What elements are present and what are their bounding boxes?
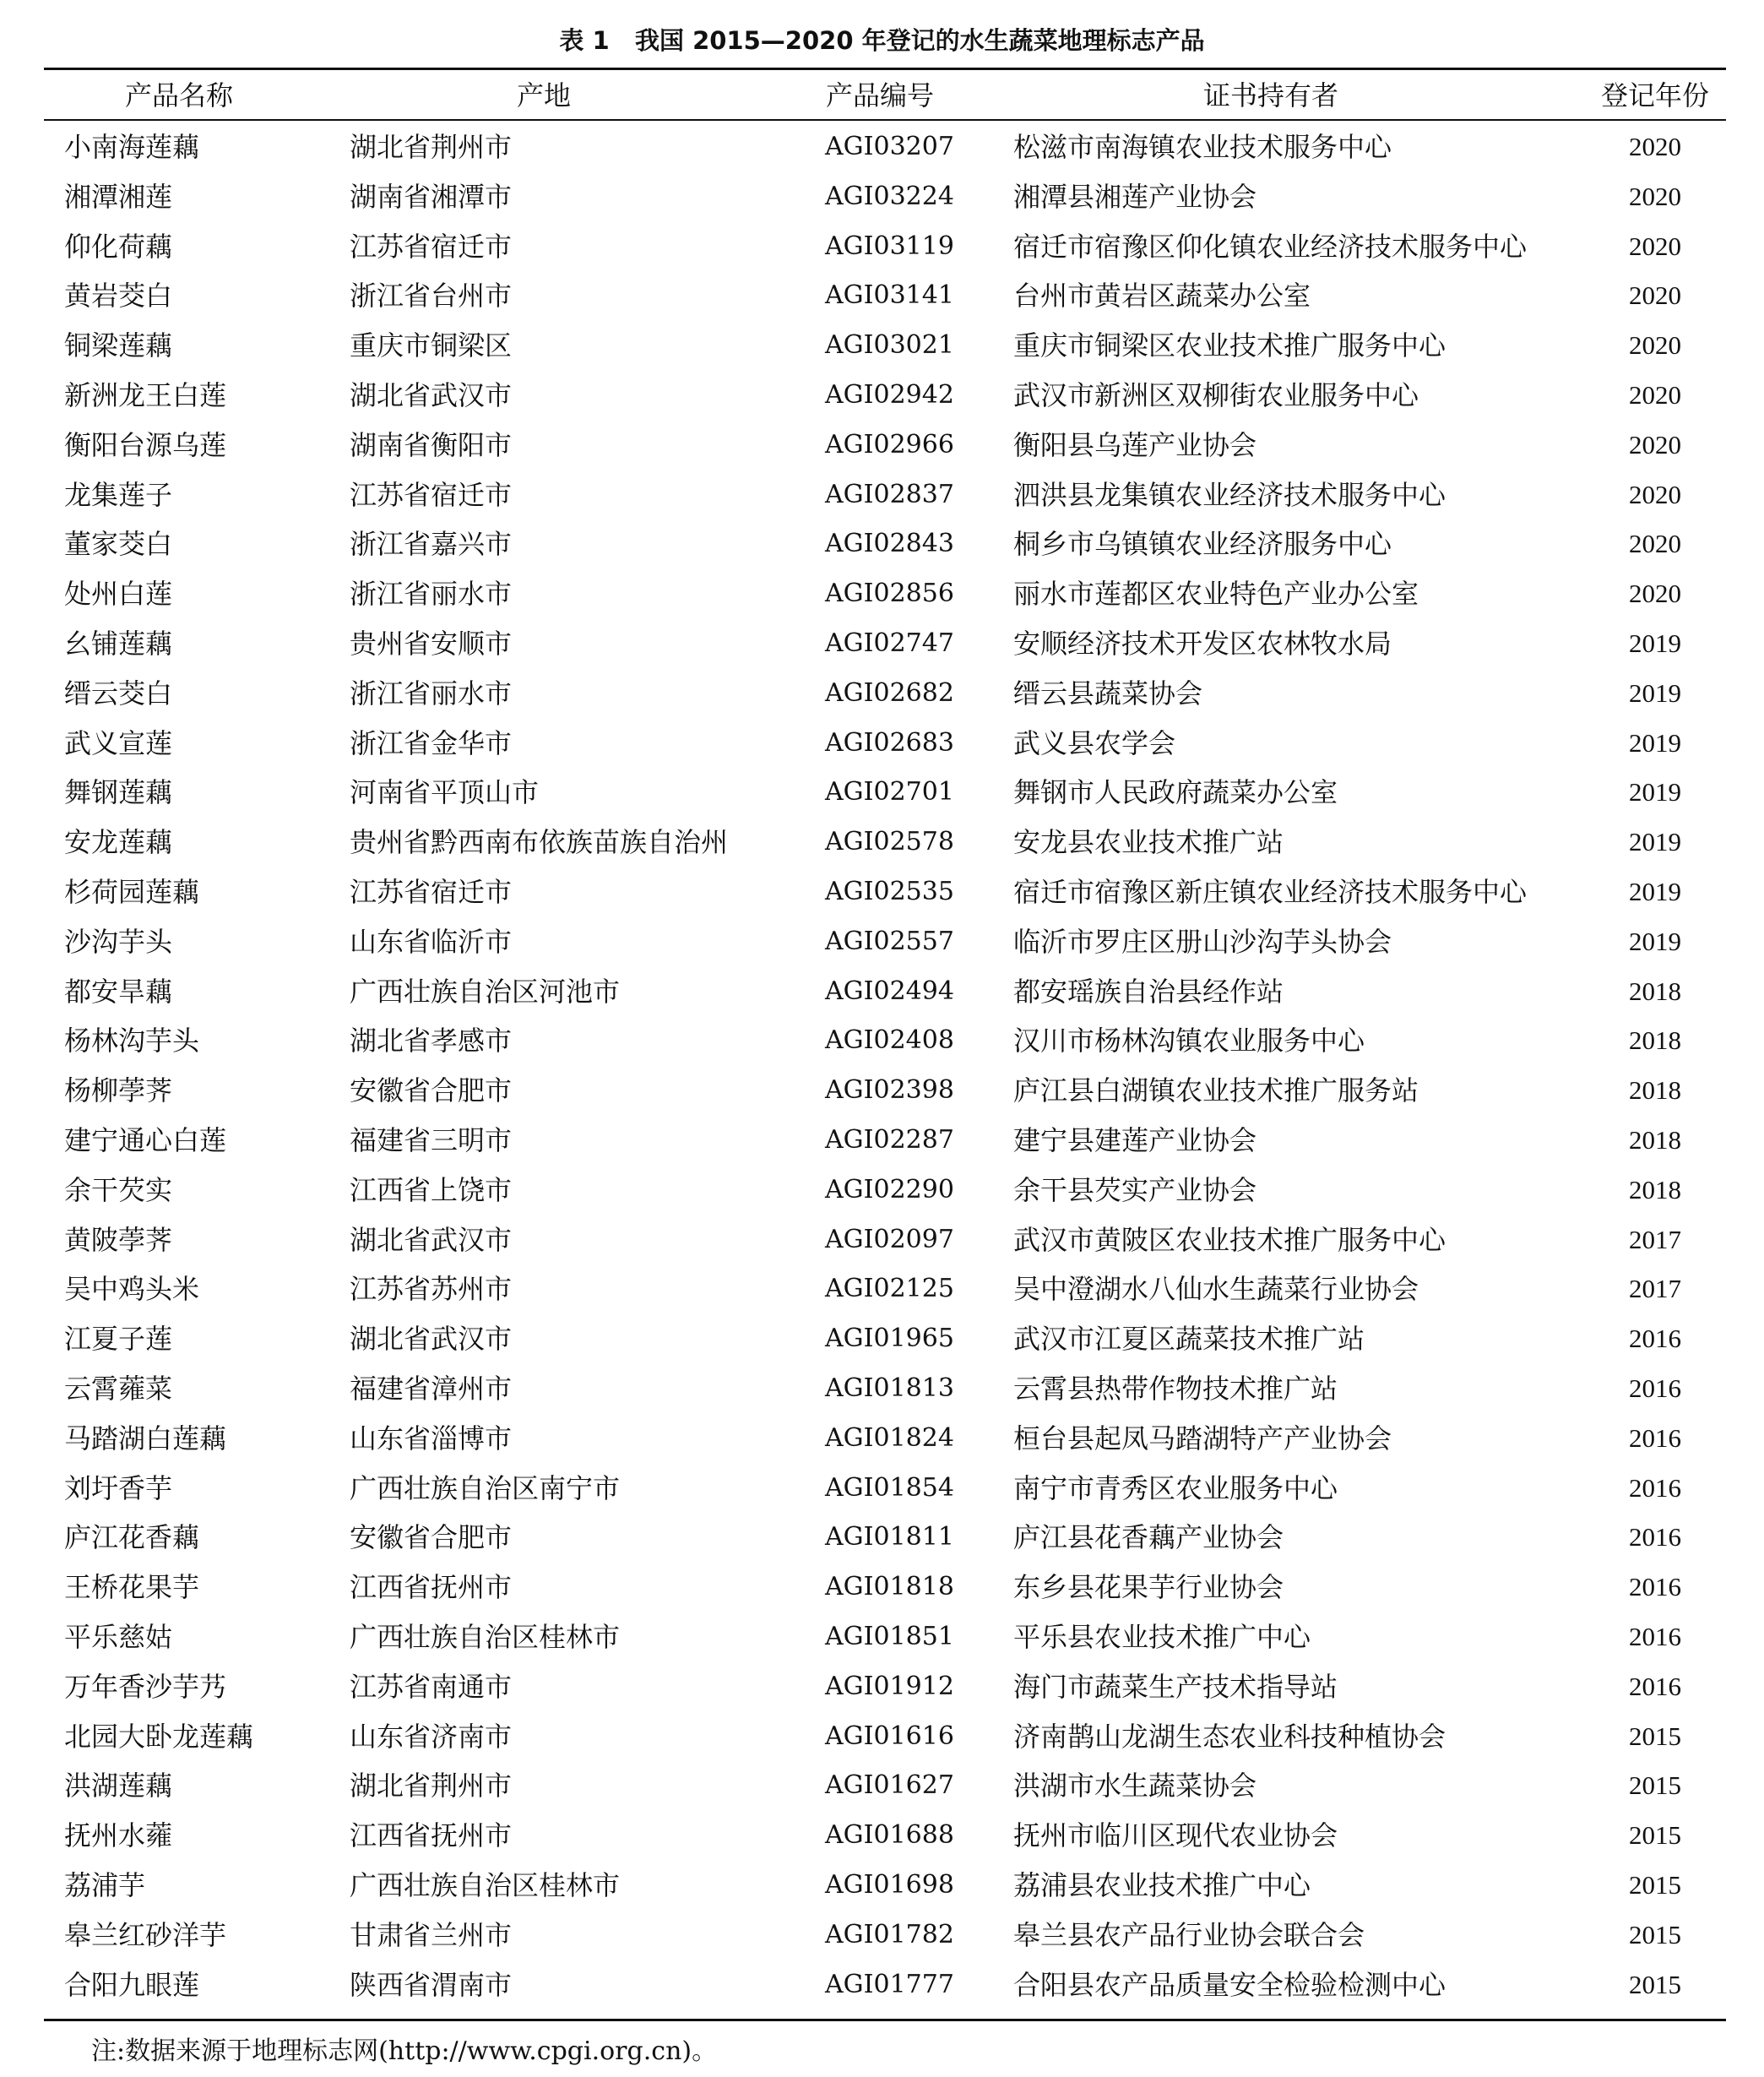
table-row	[0, 122, 1764, 172]
cell-product-code: AGI01854	[825, 1472, 954, 1503]
cell-product-name: 平乐慈姑	[64, 1621, 173, 1653]
cell-origin: 江苏省苏州市	[350, 1273, 513, 1306]
cell-product-name: 刘圩香芋	[64, 1471, 173, 1504]
cell-origin: 湖南省湘潭市	[350, 180, 513, 213]
table-row	[0, 1513, 1764, 1563]
cell-registration-year: 2016	[1629, 1422, 1681, 1453]
cell-registration-year: 2016	[1629, 1522, 1681, 1552]
cell-certificate-holder: 武汉市江夏区蔬菜技术推广站	[1013, 1323, 1365, 1356]
cell-certificate-holder: 余干县芡实产业协会	[1013, 1173, 1257, 1206]
cell-origin: 福建省漳州市	[350, 1373, 513, 1405]
cell-product-code: AGI01813	[825, 1373, 954, 1403]
cell-registration-year: 2018	[1629, 1174, 1681, 1204]
table-row	[0, 470, 1764, 520]
table-row	[0, 222, 1764, 272]
cell-origin: 浙江省台州市	[350, 280, 513, 313]
cell-origin: 湖北省荆州市	[350, 131, 513, 163]
table-row	[0, 818, 1764, 867]
cell-product-name: 沙沟芋头	[64, 925, 173, 958]
cell-registration-year: 2018	[1629, 976, 1681, 1006]
cell-origin: 湖北省武汉市	[350, 379, 513, 411]
table-row	[0, 371, 1764, 421]
cell-product-code: AGI03224	[825, 181, 954, 211]
table-header-row	[0, 71, 1764, 121]
cell-product-name: 仰化荷藕	[64, 230, 173, 263]
table-row	[0, 967, 1764, 1017]
cell-origin: 浙江省嘉兴市	[350, 528, 513, 561]
cell-product-code: AGI02578	[825, 827, 954, 857]
cell-registration-year: 2016	[1629, 1324, 1681, 1354]
cell-product-code: AGI01965	[825, 1324, 954, 1354]
column-header-product-code: 产品编号	[826, 79, 935, 111]
cell-certificate-holder: 松滋市南海镇农业技术服务中心	[1013, 131, 1392, 163]
cell-product-code: AGI03141	[825, 280, 954, 311]
cell-certificate-holder: 南宁市青秀区农业服务中心	[1013, 1471, 1338, 1504]
cell-registration-year: 2020	[1629, 579, 1681, 609]
table-row	[0, 867, 1764, 917]
table-row	[0, 1166, 1764, 1215]
table-row	[0, 569, 1764, 619]
cell-product-name: 杨林沟芋头	[64, 1025, 200, 1058]
cell-product-name: 黄岩茭白	[64, 280, 173, 313]
cell-origin: 广西壮族自治区桂林市	[350, 1869, 621, 1901]
cell-product-code: AGI01912	[825, 1671, 954, 1701]
cell-product-name: 北园大卧龙莲藕	[64, 1720, 254, 1753]
cell-product-name: 黄陂荸荠	[64, 1223, 173, 1256]
cell-product-code: AGI02843	[825, 529, 954, 559]
cell-product-name: 江夏子莲	[64, 1323, 173, 1356]
cell-registration-year: 2017	[1629, 1274, 1681, 1304]
table-row	[0, 1861, 1764, 1911]
table-row	[0, 1563, 1764, 1612]
table-top-rule	[44, 68, 1726, 70]
table-row	[0, 1016, 1764, 1066]
cell-registration-year: 2020	[1629, 330, 1681, 361]
table-bottom-rule	[44, 2019, 1726, 2021]
table-row	[0, 619, 1764, 669]
cell-origin: 广西壮族自治区桂林市	[350, 1621, 621, 1653]
table-row	[0, 719, 1764, 769]
table-row	[0, 1414, 1764, 1464]
cell-product-code: AGI01777	[825, 1969, 954, 1999]
cell-certificate-holder: 安龙县农业技术推广站	[1013, 826, 1284, 859]
table-caption: 表 1 我国 2015—2020 年登记的水生蔬菜地理标志产品	[559, 26, 1205, 55]
table-row	[0, 1960, 1764, 2010]
table-footnote: 注:数据来源于地理标志网(http://www.cpgi.org.cn)。	[91, 2036, 718, 2066]
cell-origin: 陕西省渭南市	[350, 1968, 513, 2001]
table-row	[0, 1066, 1764, 1116]
cell-product-code: AGI02966	[825, 429, 954, 459]
cell-product-name: 董家茭白	[64, 528, 173, 561]
cell-registration-year: 2020	[1629, 380, 1681, 410]
cell-certificate-holder: 宿迁市宿豫区新庄镇农业经济技术服务中心	[1013, 876, 1528, 908]
cell-product-code: AGI01627	[825, 1770, 954, 1801]
cell-product-name: 武义宣莲	[64, 726, 173, 759]
cell-product-code: AGI01811	[825, 1522, 954, 1552]
table-row	[0, 321, 1764, 371]
cell-product-code: AGI02856	[825, 579, 954, 609]
cell-certificate-holder: 台州市黄岩区蔬菜办公室	[1013, 280, 1311, 313]
table-row	[0, 172, 1764, 222]
cell-certificate-holder: 丽水市莲都区农业特色产业办公室	[1013, 578, 1419, 611]
cell-origin: 江西省抚州市	[350, 1571, 513, 1604]
table-row	[0, 1662, 1764, 1712]
cell-registration-year: 2020	[1629, 181, 1681, 211]
cell-certificate-holder: 武汉市黄陂区农业技术推广服务中心	[1013, 1223, 1446, 1256]
cell-product-name: 庐江花香藕	[64, 1521, 200, 1554]
column-header-registration-year: 登记年份	[1600, 79, 1709, 111]
cell-registration-year: 2015	[1629, 1870, 1681, 1900]
cell-product-code: AGI01851	[825, 1622, 954, 1651]
cell-product-code: AGI02942	[825, 380, 954, 410]
cell-certificate-holder: 皋兰县农产品行业协会联合会	[1013, 1918, 1365, 1951]
cell-registration-year: 2015	[1629, 1969, 1681, 1999]
table-row	[0, 768, 1764, 818]
cell-product-code: AGI02398	[825, 1075, 954, 1106]
cell-product-code: AGI02287	[825, 1125, 954, 1155]
column-header-product-name: 产品名称	[125, 79, 234, 111]
cell-product-name: 万年香沙芋艿	[64, 1670, 227, 1703]
cell-product-name: 马踏湖白莲藕	[64, 1422, 227, 1454]
cell-registration-year: 2020	[1629, 479, 1681, 509]
cell-product-name: 衡阳台源乌莲	[64, 428, 227, 461]
cell-product-code: AGI02535	[825, 877, 954, 906]
cell-product-name: 杉荷园莲藕	[64, 876, 200, 908]
cell-product-code: AGI03119	[825, 231, 954, 261]
table-row	[0, 519, 1764, 569]
table-row	[0, 1116, 1764, 1166]
cell-product-code: AGI03021	[825, 330, 954, 361]
cell-origin: 重庆市铜梁区	[350, 329, 513, 362]
cell-origin: 山东省济南市	[350, 1720, 513, 1753]
cell-certificate-holder: 合阳县农产品质量安全检验检测中心	[1013, 1968, 1446, 2001]
cell-origin: 江苏省南通市	[350, 1670, 513, 1703]
cell-origin: 湖北省武汉市	[350, 1323, 513, 1356]
cell-certificate-holder: 海门市蔬菜生产技术指导站	[1013, 1670, 1338, 1703]
cell-certificate-holder: 衡阳县乌莲产业协会	[1013, 428, 1257, 461]
cell-origin: 浙江省丽水市	[350, 578, 513, 611]
cell-origin: 安徽省合肥市	[350, 1074, 513, 1107]
cell-product-code: AGI02682	[825, 677, 954, 708]
cell-origin: 江苏省宿迁市	[350, 478, 513, 511]
cell-product-name: 杨柳荸荠	[64, 1074, 173, 1107]
cell-certificate-holder: 安顺经济技术开发区农林牧水局	[1013, 628, 1392, 660]
cell-origin: 河南省平顶山市	[350, 776, 540, 809]
cell-product-name: 龙集莲子	[64, 478, 173, 511]
cell-product-name: 建宁通心白莲	[64, 1124, 227, 1156]
cell-registration-year: 2016	[1629, 1671, 1681, 1701]
cell-certificate-holder: 东乡县花果芋行业协会	[1013, 1571, 1284, 1604]
table-row	[0, 1911, 1764, 1960]
cell-registration-year: 2018	[1629, 1125, 1681, 1155]
column-header-origin: 产地	[517, 79, 572, 111]
cell-registration-year: 2018	[1629, 1075, 1681, 1106]
cell-certificate-holder: 平乐县农业技术推广中心	[1013, 1621, 1311, 1653]
cell-origin: 福建省三明市	[350, 1124, 513, 1156]
cell-origin: 江苏省宿迁市	[350, 230, 513, 263]
cell-registration-year: 2020	[1629, 529, 1681, 559]
cell-certificate-holder: 缙云县蔬菜协会	[1013, 677, 1203, 710]
cell-certificate-holder: 庐江县花香藕产业协会	[1013, 1521, 1284, 1554]
cell-origin: 甘肃省兰州市	[350, 1918, 513, 1951]
cell-registration-year: 2018	[1629, 1025, 1681, 1056]
table-row	[0, 1264, 1764, 1314]
cell-product-name: 铜梁莲藕	[64, 329, 173, 362]
cell-product-code: AGI02837	[825, 479, 954, 509]
cell-registration-year: 2016	[1629, 1373, 1681, 1403]
cell-product-name: 安龙莲藕	[64, 826, 173, 859]
cell-certificate-holder: 汉川市杨林沟镇农业服务中心	[1013, 1025, 1365, 1058]
cell-registration-year: 2016	[1629, 1472, 1681, 1503]
cell-product-code: AGI02701	[825, 777, 954, 807]
cell-product-name: 云霄蕹菜	[64, 1373, 173, 1405]
cell-origin: 湖北省武汉市	[350, 1223, 513, 1256]
cell-product-name: 缙云茭白	[64, 677, 173, 710]
table-header-rule	[44, 119, 1726, 121]
cell-registration-year: 2019	[1629, 926, 1681, 956]
cell-product-code: AGI02125	[825, 1274, 954, 1304]
cell-origin: 江苏省宿迁市	[350, 876, 513, 908]
table-row	[0, 1364, 1764, 1414]
cell-origin: 山东省淄博市	[350, 1422, 513, 1454]
cell-certificate-holder: 都安瑶族自治县经作站	[1013, 975, 1284, 1008]
cell-product-name: 合阳九眼莲	[64, 1968, 200, 2001]
cell-product-name: 幺铺莲藕	[64, 628, 173, 660]
table-row	[0, 421, 1764, 470]
cell-product-name: 皋兰红砂洋芋	[64, 1918, 227, 1951]
cell-certificate-holder: 舞钢市人民政府蔬菜办公室	[1013, 776, 1338, 809]
cell-product-code: AGI02747	[825, 628, 954, 658]
cell-certificate-holder: 临沂市罗庄区册山沙沟芋头协会	[1013, 925, 1392, 958]
cell-registration-year: 2019	[1629, 827, 1681, 857]
cell-registration-year: 2015	[1629, 1721, 1681, 1751]
cell-origin: 贵州省黔西南布依族苗族自治州	[350, 826, 729, 859]
cell-product-name: 抚州水蕹	[64, 1819, 173, 1852]
table-row	[0, 1811, 1764, 1861]
cell-product-code: AGI01688	[825, 1820, 954, 1851]
cell-product-code: AGI01824	[825, 1422, 954, 1453]
cell-registration-year: 2020	[1629, 429, 1681, 459]
cell-product-name: 处州白莲	[64, 578, 173, 611]
cell-registration-year: 2016	[1629, 1622, 1681, 1651]
cell-certificate-holder: 洪湖市水生蔬菜协会	[1013, 1770, 1257, 1802]
table-row	[0, 1215, 1764, 1265]
cell-registration-year: 2019	[1629, 877, 1681, 906]
table-row	[0, 1314, 1764, 1364]
table-row	[0, 1712, 1764, 1762]
cell-registration-year: 2020	[1629, 280, 1681, 311]
cell-product-name: 荔浦芋	[64, 1869, 146, 1901]
cell-certificate-holder: 吴中澄湖水八仙水生蔬菜行业协会	[1013, 1273, 1419, 1306]
cell-certificate-holder: 荔浦县农业技术推广中心	[1013, 1869, 1311, 1901]
cell-certificate-holder: 武义县农学会	[1013, 726, 1176, 759]
cell-product-name: 新洲龙王白莲	[64, 379, 227, 411]
cell-certificate-holder: 济南鹊山龙湖生态农业科技种植协会	[1013, 1720, 1446, 1753]
table-row	[0, 669, 1764, 719]
cell-registration-year: 2019	[1629, 677, 1681, 708]
cell-product-name: 吴中鸡头米	[64, 1273, 200, 1306]
cell-product-code: AGI02683	[825, 727, 954, 758]
table-row	[0, 917, 1764, 967]
cell-product-code: AGI02290	[825, 1174, 954, 1204]
cell-registration-year: 2019	[1629, 727, 1681, 758]
cell-certificate-holder: 云霄县热带作物技术推广站	[1013, 1373, 1338, 1405]
table-row	[0, 1761, 1764, 1811]
cell-registration-year: 2020	[1629, 231, 1681, 261]
cell-registration-year: 2015	[1629, 1770, 1681, 1801]
column-header-certificate-holder: 证书持有者	[1203, 79, 1339, 111]
cell-origin: 安徽省合肥市	[350, 1521, 513, 1554]
cell-product-name: 舞钢莲藕	[64, 776, 173, 809]
cell-certificate-holder: 庐江县白湖镇农业技术推广服务站	[1013, 1074, 1419, 1107]
cell-product-code: AGI02408	[825, 1025, 954, 1056]
cell-registration-year: 2016	[1629, 1572, 1681, 1602]
cell-origin: 贵州省安顺市	[350, 628, 513, 660]
cell-origin: 湖北省孝感市	[350, 1025, 513, 1058]
cell-product-code: AGI03207	[825, 132, 954, 161]
cell-product-code: AGI02097	[825, 1224, 954, 1254]
cell-certificate-holder: 宿迁市宿豫区仰化镇农业经济技术服务中心	[1013, 230, 1528, 263]
cell-product-code: AGI01818	[825, 1572, 954, 1602]
cell-product-code: AGI01782	[825, 1919, 954, 1949]
cell-product-name: 小南海莲藕	[64, 131, 200, 163]
cell-product-name: 洪湖莲藕	[64, 1770, 173, 1802]
cell-product-code: AGI02494	[825, 976, 954, 1006]
cell-registration-year: 2019	[1629, 628, 1681, 658]
cell-certificate-holder: 建宁县建莲产业协会	[1013, 1124, 1257, 1156]
cell-certificate-holder: 桐乡市乌镇镇农业经济服务中心	[1013, 528, 1392, 561]
cell-origin: 浙江省丽水市	[350, 677, 513, 710]
cell-registration-year: 2015	[1629, 1820, 1681, 1851]
cell-product-name: 都安旱藕	[64, 975, 173, 1008]
cell-product-code: AGI01616	[825, 1721, 954, 1751]
cell-product-name: 湘潭湘莲	[64, 180, 173, 213]
cell-certificate-holder: 抚州市临川区现代农业协会	[1013, 1819, 1338, 1852]
cell-certificate-holder: 武汉市新洲区双柳街农业服务中心	[1013, 379, 1419, 411]
cell-origin: 浙江省金华市	[350, 726, 513, 759]
table-row	[0, 1612, 1764, 1662]
cell-certificate-holder: 泗洪县龙集镇农业经济技术服务中心	[1013, 478, 1446, 511]
cell-registration-year: 2020	[1629, 132, 1681, 161]
cell-origin: 广西壮族自治区河池市	[350, 975, 621, 1008]
cell-origin: 江西省上饶市	[350, 1173, 513, 1206]
table-row	[0, 271, 1764, 321]
cell-product-code: AGI02557	[825, 926, 954, 956]
cell-registration-year: 2017	[1629, 1224, 1681, 1254]
cell-certificate-holder: 桓台县起凤马踏湖特产产业协会	[1013, 1422, 1392, 1454]
cell-certificate-holder: 重庆市铜梁区农业技术推广服务中心	[1013, 329, 1446, 362]
cell-origin: 江西省抚州市	[350, 1819, 513, 1852]
cell-origin: 山东省临沂市	[350, 925, 513, 958]
table-row	[0, 1464, 1764, 1514]
cell-product-code: AGI01698	[825, 1870, 954, 1900]
cell-origin: 广西壮族自治区南宁市	[350, 1471, 621, 1504]
cell-product-name: 王桥花果芋	[64, 1571, 200, 1604]
cell-product-name: 余干芡实	[64, 1173, 173, 1206]
cell-registration-year: 2015	[1629, 1919, 1681, 1949]
cell-registration-year: 2019	[1629, 777, 1681, 807]
cell-origin: 湖北省荆州市	[350, 1770, 513, 1802]
cell-certificate-holder: 湘潭县湘莲产业协会	[1013, 180, 1257, 213]
cell-origin: 湖南省衡阳市	[350, 428, 513, 461]
